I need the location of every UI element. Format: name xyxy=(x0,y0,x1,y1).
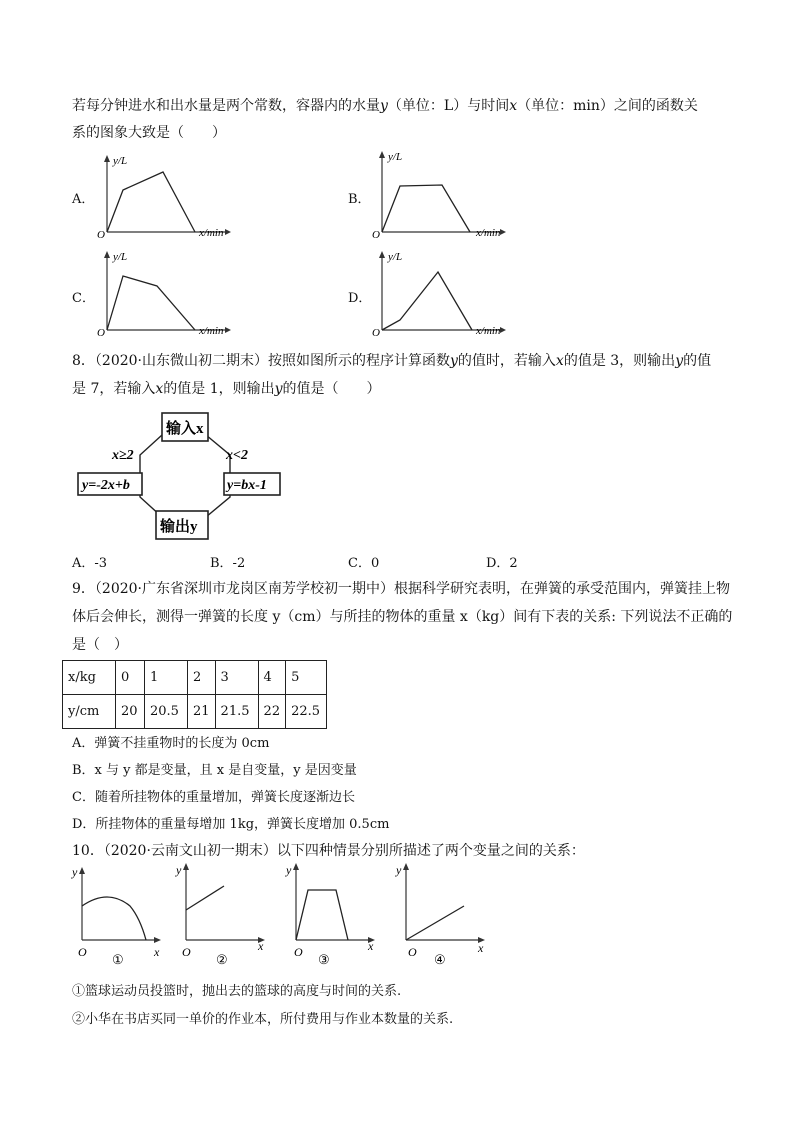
origin-label: O xyxy=(97,327,105,338)
axis-x-label: x/min xyxy=(199,227,224,239)
q9-stem-line3: 是（ ） xyxy=(72,637,128,653)
table-cell: 20 xyxy=(116,695,145,729)
table-cell: 0 xyxy=(116,661,145,695)
graph-number-label: ① xyxy=(112,952,124,967)
q9-answer-b: B．x 与 y 都是变量，且 x 是自变量，y 是因变量 xyxy=(72,763,357,778)
axis-y-label: y xyxy=(396,863,402,877)
q7-option-d-label: D． xyxy=(348,291,372,306)
q7-graph-c xyxy=(95,248,240,338)
q7-option-c-label: C． xyxy=(72,291,95,306)
axis-x-label: x xyxy=(154,945,160,959)
q7-option-a-label: A． xyxy=(72,192,95,207)
input-label: 输入x xyxy=(166,421,204,437)
table-cell: 4 xyxy=(258,661,286,695)
axis-x-label: x xyxy=(368,939,374,953)
axis-y-label: y xyxy=(176,863,182,877)
q10-situation-2: ②小华在书店买同一单价的作业本，所付费用与作业本数量的关系. xyxy=(72,1012,454,1027)
left-formula: y=-2x+b xyxy=(82,478,130,493)
q8-stem-line2: 是 7，若输入x的值是 1，则输出y的值是（ ） xyxy=(72,381,381,397)
q10-graph-4 xyxy=(392,860,492,970)
origin-label: O xyxy=(78,945,87,959)
graph-number-label: ④ xyxy=(434,952,446,967)
table-cell: 2 xyxy=(188,661,216,695)
q10-graph-1 xyxy=(68,860,168,970)
table-cell: 3 xyxy=(215,661,258,695)
q8-flowchart xyxy=(70,405,290,545)
axis-x-label: x/min xyxy=(199,325,224,337)
q7-stem-line2: 系的图象大致是（ ） xyxy=(72,125,226,141)
table-cell: 22 xyxy=(258,695,286,729)
origin-label: O xyxy=(408,945,417,959)
axis-y-label: y/L xyxy=(388,251,403,263)
q7-graph-d xyxy=(370,248,515,338)
table-cell: 22.5 xyxy=(286,695,327,729)
q8-answer-b: B．-2 xyxy=(210,556,246,571)
axis-y-label: y/L xyxy=(388,151,403,163)
origin-label: O xyxy=(294,945,303,959)
q7-graph-a xyxy=(95,150,240,240)
q10-situation-1: ①篮球运动员投篮时，抛出去的篮球的高度与时间的关系. xyxy=(72,984,402,999)
origin-label: O xyxy=(372,327,380,338)
axis-y-label: y xyxy=(286,863,292,877)
table-cell: 1 xyxy=(145,661,188,695)
table-cell: y/cm xyxy=(63,695,116,729)
axis-x-label: x/min xyxy=(476,325,501,337)
graph-number-label: ③ xyxy=(318,952,330,967)
axis-y-label: y xyxy=(72,865,78,879)
axis-x-label: x/min xyxy=(476,227,501,239)
origin-label: O xyxy=(182,945,191,959)
q9-stem-line1: 9．（2020·广东省深圳市龙岗区南芳学校初一期中）根据科学研究表明，在弹簧的承受范围内，弹簧挂上物 xyxy=(72,581,730,597)
q9-answer-c: C．随着所挂物体的重量增加，弹簧长度逐渐边长 xyxy=(72,790,355,805)
origin-label: O xyxy=(372,229,380,240)
table-cell: 5 xyxy=(286,661,327,695)
right-formula: y=bx-1 xyxy=(227,478,267,493)
table-cell: 20.5 xyxy=(145,695,188,729)
q10-graph-2 xyxy=(172,860,272,970)
left-condition: x≥2 xyxy=(112,448,134,463)
q10-stem: 10．（2020·云南文山初一期末）以下四种情景分别所描述了两个变量之间的关系： xyxy=(72,843,585,859)
table-row xyxy=(63,695,327,729)
q8-answer-d: D．2 xyxy=(486,556,518,571)
axis-y-label: y/L xyxy=(113,251,128,263)
q9-stem-line2: 体后会伸长，测得一弹簧的长度 y（cm）与所挂的物体的重量 x（kg）间有下表的关系: 下列说法不正确的 xyxy=(72,609,733,625)
q9-answer-a: A．弹簧不挂重物时的长度为 0cm xyxy=(72,736,270,751)
q8-stem-line1: 8．（2020·山东微山初二期末）按照如图所示的程序计算函数y的值时，若输入x的值是 3，则输出y的值 xyxy=(72,353,712,369)
right-condition: x<2 xyxy=(226,448,248,463)
axis-x-label: x xyxy=(258,939,264,953)
table-cell: 21.5 xyxy=(215,695,258,729)
q7-stem-line1: 若每分钟进水和出水量是两个常数，容器内的水量y（单位：L）与时间x（单位：min）之间的函数关 xyxy=(72,98,698,114)
origin-label: O xyxy=(97,229,105,240)
axis-y-label: y/L xyxy=(113,155,128,167)
axis-x-label: x xyxy=(478,941,484,955)
q7-graph-b xyxy=(370,150,515,240)
q9-answer-d: D．所挂物体的重量每增加 1kg，弹簧长度增加 0.5cm xyxy=(72,817,390,832)
q10-graph-3 xyxy=(282,860,382,970)
q9-data-table xyxy=(62,660,327,729)
q8-answer-a: A．-3 xyxy=(72,556,108,571)
graph-number-label: ② xyxy=(216,952,228,967)
q8-answer-c: C．0 xyxy=(348,556,380,571)
q7-option-b-label: B． xyxy=(348,192,371,207)
table-row xyxy=(63,661,327,695)
table-cell: 21 xyxy=(188,695,216,729)
table-cell: x/kg xyxy=(63,661,116,695)
output-label: 输出y xyxy=(160,519,198,535)
